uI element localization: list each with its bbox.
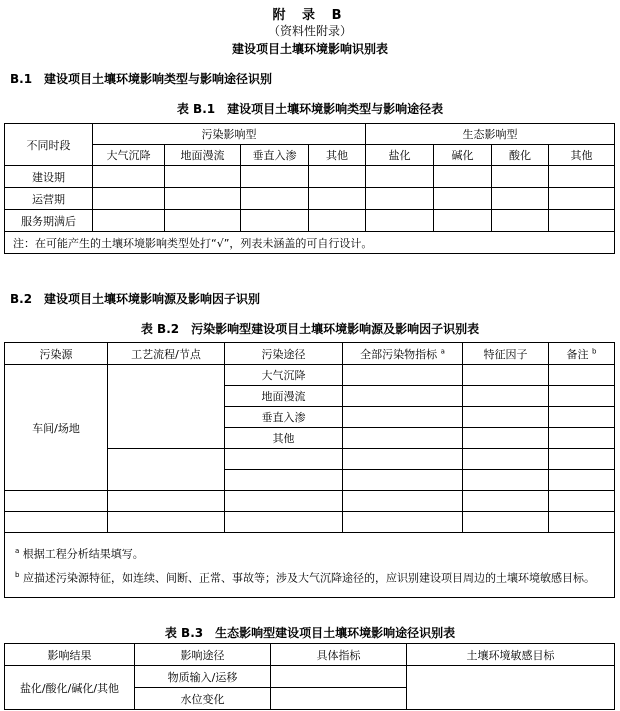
result-cell: 盐化/酸化/碱化/其他 [5, 666, 135, 710]
table-b1-note: 注：在可能产生的土壤环境影响类型处打“√”，列表未涵盖的可自行设计。 [5, 232, 615, 254]
route-cell: 垂直入渗 [225, 407, 343, 428]
document-title: 建设项目土壤环境影响识别表 [231, 42, 388, 56]
footnote-a: $^a$ 根据工程分析结果填写。 [15, 547, 144, 561]
table-b1-caption: 表 B.1 建设项目土壤环境影响类型与影响途径表 [176, 102, 444, 116]
header-ecology-col: 其他 [549, 145, 615, 166]
table-row [5, 666, 615, 688]
route-cell: 地面漫流 [225, 386, 343, 407]
header-pollution-col: 其他 [309, 145, 366, 166]
header-remark: 备注 $^b$ [549, 343, 615, 365]
header-pollution-group: 污染影响型 [93, 124, 366, 145]
source-cell: 车间/场地 [5, 365, 108, 491]
header-target: 土壤环境敏感目标 [407, 644, 615, 666]
header-ecology-col: 酸化 [492, 145, 549, 166]
header-process: 工艺流程/节点 [108, 343, 225, 365]
header-factor: 特征因子 [463, 343, 549, 365]
table-b2 [4, 342, 615, 598]
appendix-heading: 附 录 B [272, 8, 348, 23]
table-row [5, 166, 615, 188]
table-b1 [4, 123, 615, 254]
header-source: 污染源 [5, 343, 108, 365]
table-b2-caption: 表 B.2 污染影响型建设项目土壤环境影响源及影响因子识别表 [140, 322, 480, 336]
row-label: 服务期满后 [5, 210, 93, 232]
row-label: 运营期 [5, 188, 93, 210]
route-cell: 水位变化 [135, 688, 271, 710]
header-ecology-col: 碱化 [434, 145, 492, 166]
table-row [5, 512, 615, 533]
header-pollution-col: 地面漫流 [165, 145, 241, 166]
header-pollution-col: 大气沉降 [93, 145, 165, 166]
header-route: 影响途径 [135, 644, 271, 666]
table-b3-caption: 表 B.3 生态影响型建设项目土壤环境影响途径识别表 [164, 626, 456, 640]
section-b2-heading: B.2 建设项目土壤环境影响源及影响因子识别 [10, 292, 261, 306]
table-row [5, 491, 615, 512]
table-row [5, 188, 615, 210]
section-b1-heading: B.1 建设项目土壤环境影响类型与影响途径识别 [10, 72, 273, 86]
route-cell: 大气沉降 [225, 365, 343, 386]
header-period: 不同时段 [5, 124, 93, 166]
table-row [5, 210, 615, 232]
footnote-b: $^b$ 应描述污染源特征，如连续、间断、正常、事故等；涉及大气沉降途径的，应识别建设项目周边的土壤环境敏感目标。 [15, 571, 595, 585]
header-pollution-col: 垂直入渗 [241, 145, 309, 166]
header-result: 影响结果 [5, 644, 135, 666]
table-row [5, 365, 615, 386]
row-label: 建设期 [5, 166, 93, 188]
header-ecology-col: 盐化 [366, 145, 434, 166]
route-cell: 其他 [225, 428, 343, 449]
header-indicator: 具体指标 [271, 644, 407, 666]
appendix-note: （资料性附录） [267, 24, 352, 38]
header-indicators: 全部污染物指标 $^a$ [343, 343, 463, 365]
header-route: 污染途径 [225, 343, 343, 365]
table-b2-notes [5, 533, 615, 598]
route-cell: 物质输入/运移 [135, 666, 271, 688]
header-ecology-group: 生态影响型 [366, 124, 615, 145]
table-b3 [4, 643, 615, 710]
